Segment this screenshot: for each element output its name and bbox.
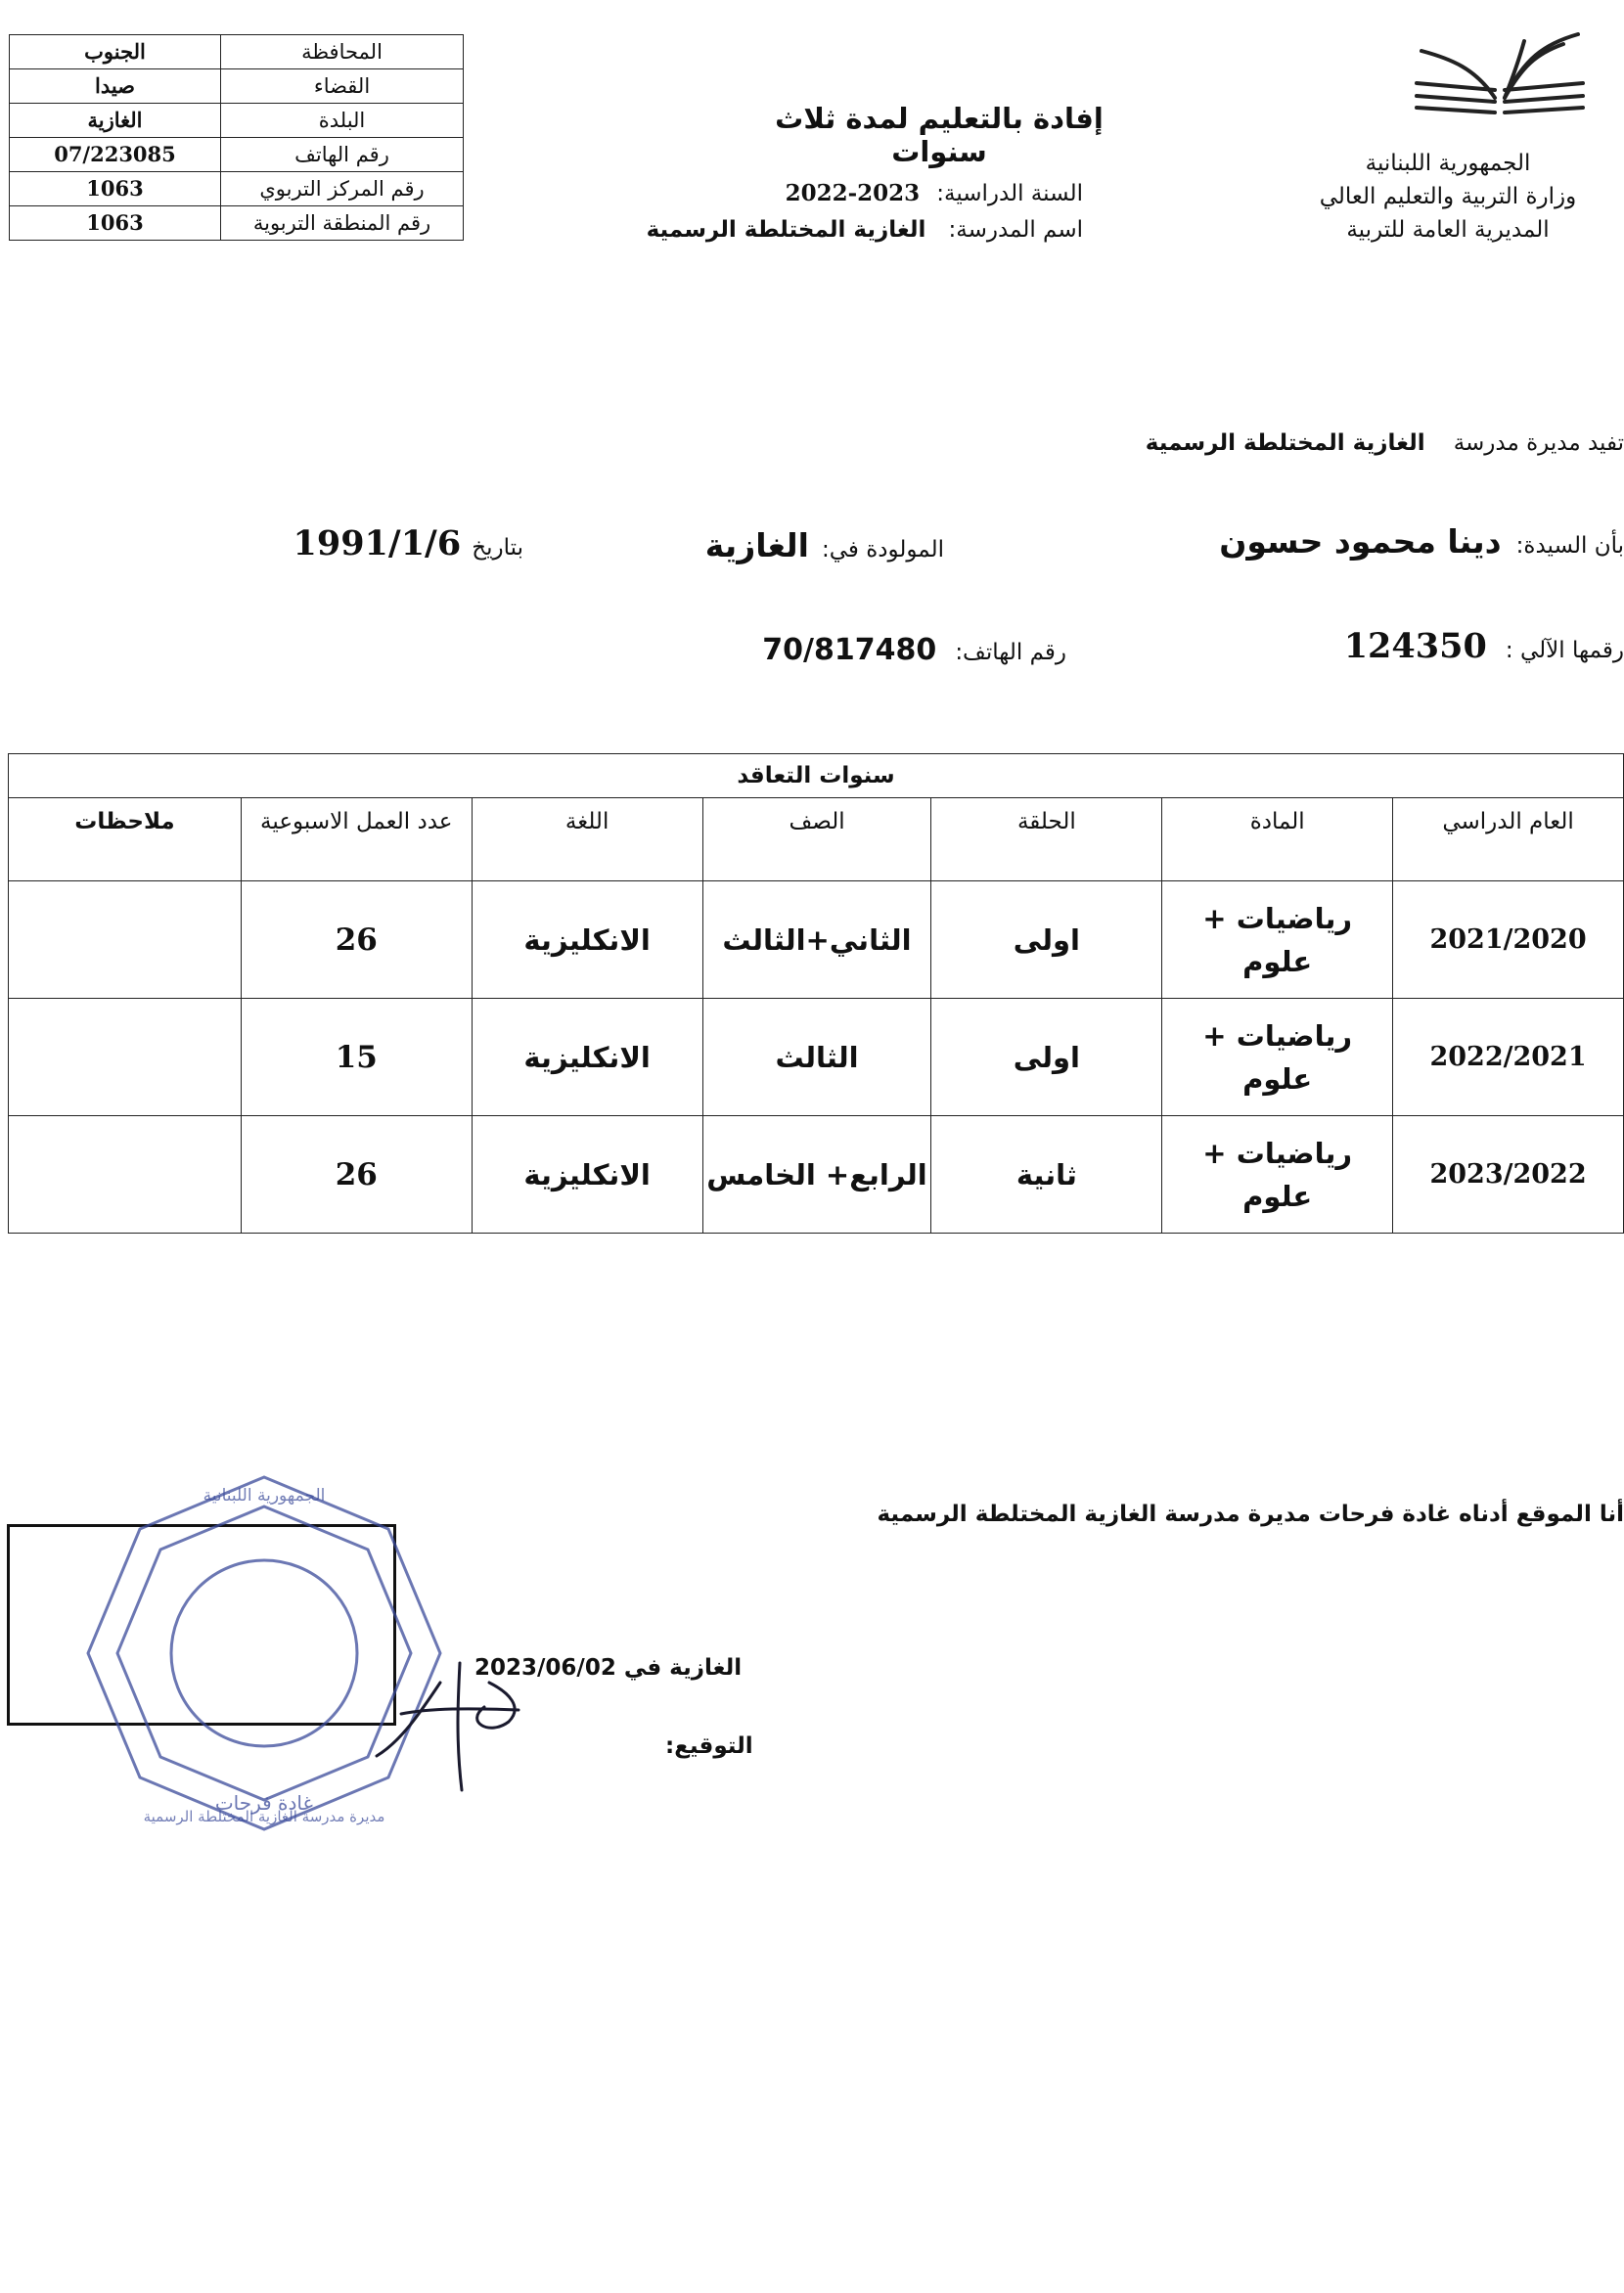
column-header: الصف bbox=[702, 798, 931, 881]
info-value: صيدا bbox=[10, 69, 221, 104]
open-book-icon bbox=[1407, 29, 1588, 137]
birthdate-label: بتاريخ bbox=[472, 535, 523, 561]
column-header: اللغة bbox=[472, 798, 702, 881]
info-label: البلدة bbox=[221, 104, 464, 138]
info-value: الجنوب bbox=[10, 35, 221, 69]
year-cell: 2023/2022 bbox=[1393, 1116, 1624, 1234]
grade-cell: الثاني+الثالث bbox=[702, 881, 931, 999]
info-row bbox=[10, 138, 464, 172]
stamp-top-text: الجمهورية اللبنانية bbox=[203, 1486, 326, 1506]
person-name-line bbox=[1219, 522, 1624, 561]
birthplace-value: الغازية bbox=[704, 526, 809, 564]
language-cell: الانكليزية bbox=[472, 999, 702, 1116]
info-label: المحافظة bbox=[221, 35, 464, 69]
language-cell: الانكليزية bbox=[472, 1116, 702, 1234]
info-value: 1063 bbox=[10, 206, 221, 241]
subject-cell: رياضيات + علوم bbox=[1162, 1116, 1393, 1234]
certify-line bbox=[1146, 430, 1624, 456]
ministry-line: وزارة التربية والتعليم العالي bbox=[1319, 184, 1577, 209]
place-date: الغازية في 2023/06/02 bbox=[474, 1655, 743, 1681]
id-line bbox=[1344, 626, 1624, 666]
column-header: الحلقة bbox=[931, 798, 1162, 881]
info-value: 1063 bbox=[10, 172, 221, 206]
hours-cell: 26 bbox=[241, 1116, 472, 1234]
info-row bbox=[10, 104, 464, 138]
language-cell: الانكليزية bbox=[472, 881, 702, 999]
column-header: ملاحظات bbox=[9, 798, 242, 881]
phone-value: 70/817480 bbox=[762, 633, 937, 667]
info-label: رقم المنطقة التربوية bbox=[221, 206, 464, 241]
year-cell: 2021/2020 bbox=[1393, 881, 1624, 999]
hours-cell: 15 bbox=[241, 999, 472, 1116]
info-label: القضاء bbox=[221, 69, 464, 104]
birthplace-label: المولودة في: bbox=[822, 537, 944, 562]
grade-cell: الثالث bbox=[702, 999, 931, 1116]
birthdate-line bbox=[293, 523, 524, 563]
info-row bbox=[10, 206, 464, 241]
subject-cell: رياضيات + علوم bbox=[1162, 881, 1393, 999]
notes-cell bbox=[9, 881, 242, 999]
column-header: العام الدراسي bbox=[1393, 798, 1624, 881]
hours-cell: 26 bbox=[241, 881, 472, 999]
info-row bbox=[10, 35, 464, 69]
stamp-name-text: غادة فرحات bbox=[214, 1791, 313, 1815]
cycle-cell: اولى bbox=[931, 999, 1162, 1116]
person-name: دينا محمود حسون bbox=[1219, 522, 1502, 561]
info-label: رقم المركز التربوي bbox=[221, 172, 464, 206]
table-row bbox=[9, 881, 1624, 999]
subject-cell: رياضيات + علوم bbox=[1162, 999, 1393, 1116]
school-name-line bbox=[647, 217, 1083, 243]
info-value: 07/223085 bbox=[10, 138, 221, 172]
signature-label: التوقيع: bbox=[665, 1733, 753, 1759]
birthplace-line bbox=[705, 526, 944, 564]
certify-school: الغازية المختلطة الرسمية bbox=[1145, 430, 1425, 456]
ministry-line: الجمهورية اللبنانية bbox=[1365, 151, 1531, 176]
ministry-header bbox=[1291, 147, 1604, 247]
notes-cell bbox=[9, 999, 242, 1116]
table-row bbox=[9, 1116, 1624, 1234]
table-row bbox=[9, 999, 1624, 1116]
year-cell: 2022/2021 bbox=[1393, 999, 1624, 1116]
column-header: المادة bbox=[1162, 798, 1393, 881]
cycle-cell: ثانية bbox=[931, 1116, 1162, 1234]
school-name-value: الغازية المختلطة الرسمية bbox=[646, 217, 926, 243]
school-name-label: اسم المدرسة: bbox=[948, 217, 1083, 243]
stamp-bottom-text: مديرة مدرسة الغازية المختلطة الرسمية bbox=[143, 1808, 385, 1825]
school-year-label: السنة الدراسية: bbox=[936, 181, 1083, 206]
phone-line bbox=[762, 633, 1066, 667]
id-label: رقمها الآلي : bbox=[1505, 638, 1624, 663]
grade-cell: الرابع+ الخامس bbox=[702, 1116, 931, 1234]
school-info-table bbox=[9, 34, 464, 241]
table-caption: سنوات التعاقد bbox=[9, 754, 1624, 798]
info-row bbox=[10, 172, 464, 206]
info-value: الغازية bbox=[10, 104, 221, 138]
notes-cell bbox=[9, 1116, 242, 1234]
birthdate-value: 1991/1/6 bbox=[293, 523, 462, 563]
ministry-line: المديرية العامة للتربية bbox=[1346, 217, 1550, 243]
table-header-row bbox=[9, 798, 1624, 881]
name-label: بأن السيدة: bbox=[1515, 533, 1624, 559]
phone-label: رقم الهاتف: bbox=[955, 640, 1066, 665]
document-title: إفادة بالتعليم لمدة ثلاث سنوات bbox=[775, 102, 1104, 168]
school-year-line bbox=[786, 180, 1083, 206]
contract-years-table bbox=[8, 753, 1624, 1234]
id-value: 124350 bbox=[1343, 626, 1487, 666]
column-header: عدد العمل الاسبوعية bbox=[241, 798, 472, 881]
declaration-text: أنا الموقع أدناه غادة فرحات مديرة مدرسة الغازية المختلطة الرسمية bbox=[877, 1502, 1624, 1527]
info-label: رقم الهاتف bbox=[221, 138, 464, 172]
certify-prefix: تفيد مديرة مدرسة bbox=[1453, 430, 1624, 456]
info-row bbox=[10, 69, 464, 104]
cycle-cell: اولى bbox=[931, 881, 1162, 999]
school-year-value: 2023-2022 bbox=[785, 180, 921, 206]
